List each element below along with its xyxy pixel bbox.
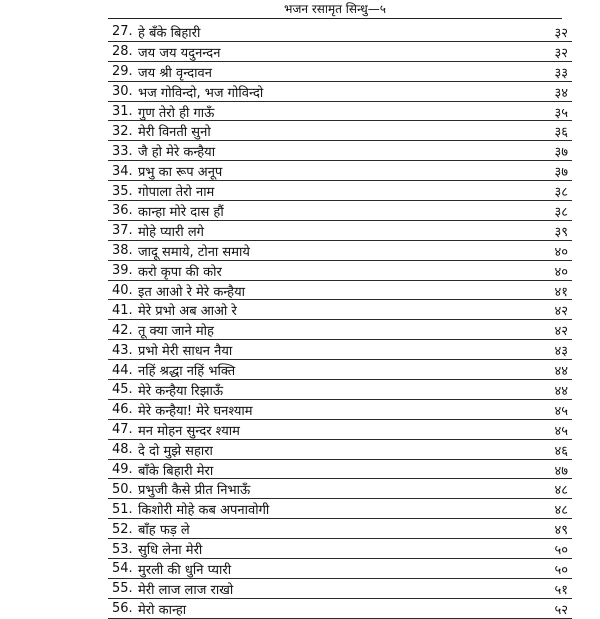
entry-page-number: ४० <box>554 264 568 280</box>
entry-number: 52. <box>112 521 133 537</box>
entry-page-number: ४६ <box>554 443 568 459</box>
entry-page-number: ३४ <box>554 85 568 101</box>
entry-page-number: ४२ <box>554 324 568 340</box>
entry-number: 37. <box>112 223 133 239</box>
entry-number: 29. <box>112 64 133 80</box>
entry-title: मुरली की धुनि प्यारी <box>138 562 232 578</box>
entry-page-number: ३७ <box>554 165 568 181</box>
entry-page-number: ३७ <box>554 145 568 161</box>
toc-row <box>112 62 568 82</box>
entry-page-number: ४७ <box>554 463 568 479</box>
toc-row <box>112 519 568 539</box>
entry-title: गुण तेरो ही गाऊँ <box>138 105 215 121</box>
table-of-contents <box>112 22 568 619</box>
entry-page-number: ४० <box>554 244 568 260</box>
entry-page-number: ३५ <box>554 105 568 121</box>
entry-number: 33. <box>112 143 133 159</box>
entry-number: 42. <box>112 322 133 338</box>
entry-number: 44. <box>112 362 133 378</box>
entry-number: 51. <box>112 501 133 517</box>
entry-number: 47. <box>112 422 133 438</box>
entry-number: 53. <box>112 541 133 557</box>
entry-title: कान्हा मोरे दास हौं <box>138 204 224 220</box>
entry-number: 34. <box>112 163 133 179</box>
toc-row <box>112 539 568 559</box>
entry-title: मेरी विनती सुनो <box>138 125 211 141</box>
entry-title: भज गोविन्दो, भज गोविन्दो <box>138 85 264 101</box>
entry-title: प्रभु का रूप अनूप <box>138 165 223 181</box>
toc-row <box>112 161 568 181</box>
toc-row <box>112 499 568 519</box>
entry-page-number: ३९ <box>554 224 568 240</box>
entry-page-number: ४४ <box>554 383 568 399</box>
entry-title: जय जय यदुनन्दन <box>138 45 221 61</box>
entry-title: बाँके बिहारी मेरा <box>138 463 214 479</box>
entry-page-number: ३२ <box>554 25 568 41</box>
entry-page-number: ४४ <box>554 364 568 380</box>
entry-number: 45. <box>112 382 133 398</box>
entry-title: मेरे प्रभो अब आओ रे <box>138 304 237 320</box>
entry-page-number: ४१ <box>554 284 568 300</box>
toc-row <box>112 479 568 499</box>
toc-row <box>112 579 568 599</box>
entry-number: 38. <box>112 243 133 259</box>
entry-number: 35. <box>112 183 133 199</box>
entry-page-number: ४८ <box>554 503 568 519</box>
entry-number: 27. <box>112 24 133 40</box>
toc-row <box>112 420 568 440</box>
entry-title: मेरे कन्हैया! मेरे घनश्याम <box>138 403 253 419</box>
toc-row <box>112 281 568 301</box>
toc-row <box>112 340 568 360</box>
entry-number: 49. <box>112 462 133 478</box>
toc-row <box>112 82 568 102</box>
entry-title: मोहे प्यारी लगे <box>138 224 204 240</box>
toc-row <box>112 102 568 122</box>
toc-row <box>112 221 568 241</box>
toc-row <box>112 440 568 460</box>
entry-page-number: ३३ <box>554 65 568 81</box>
entry-title: प्रभो मेरी साधन नैया <box>138 344 233 360</box>
entry-page-number: ४३ <box>554 344 568 360</box>
toc-row <box>112 261 568 281</box>
toc-row <box>112 121 568 141</box>
entry-number: 43. <box>112 342 133 358</box>
entry-number: 40. <box>112 283 133 299</box>
entry-number: 31. <box>112 104 133 119</box>
header-title: भजन रसामृत सिन्धु—५ <box>284 2 386 16</box>
entry-page-number: ३८ <box>554 185 568 201</box>
entry-page-number: ५० <box>554 543 568 559</box>
entry-page-number: ५२ <box>554 602 568 618</box>
entry-number: 48. <box>112 442 133 458</box>
toc-row <box>112 380 568 400</box>
entry-title: करो कृपा की कोर <box>138 264 222 280</box>
entry-page-number: ५० <box>554 562 568 578</box>
entry-number: 55. <box>112 581 133 597</box>
entry-number: 56. <box>112 601 133 617</box>
toc-row <box>112 181 568 201</box>
toc-row <box>112 360 568 380</box>
toc-row <box>112 42 568 62</box>
toc-row <box>112 400 568 420</box>
toc-row <box>112 320 568 340</box>
entry-page-number: ४२ <box>554 304 568 320</box>
entry-page-number: ३२ <box>554 45 568 61</box>
toc-row <box>112 201 568 221</box>
toc-row <box>112 460 568 480</box>
entry-page-number: ५१ <box>554 582 568 598</box>
toc-row <box>112 22 568 42</box>
entry-page-number: ४५ <box>554 423 568 439</box>
entry-number: 39. <box>112 263 133 279</box>
entry-title: सुधि लेना मेरी <box>138 543 203 559</box>
entry-title: जय श्री वृन्दावन <box>138 65 212 81</box>
entry-page-number: ३६ <box>554 125 568 141</box>
entry-title: किशोरी मोहे कब अपनावोगी <box>138 503 270 519</box>
entry-title: प्रभुजी कैसे प्रीत निभाऊँ <box>138 483 251 499</box>
entry-number: 50. <box>112 481 133 497</box>
entry-title: दे दो मुझे सहारा <box>138 443 213 459</box>
entry-number: 41. <box>112 302 133 318</box>
toc-row <box>112 241 568 261</box>
entry-page-number: ४५ <box>554 403 568 419</box>
entry-title: हे बँके बिहारी <box>138 25 201 41</box>
entry-number: 36. <box>112 203 133 219</box>
toc-row <box>112 300 568 320</box>
entry-page-number: ४८ <box>554 483 568 499</box>
entry-title: जै हो मेरे कन्हैया <box>138 145 216 161</box>
entry-number: 28. <box>112 44 133 60</box>
entry-title: इत आओ रे मेरे कन्हैया <box>138 284 245 300</box>
entry-number: 46. <box>112 402 133 418</box>
header-rule <box>108 18 562 19</box>
entry-title: नहिं श्रद्धा नहिं भक्ति <box>138 364 236 380</box>
toc-row <box>112 141 568 161</box>
entry-number: 30. <box>112 84 133 100</box>
page-header <box>110 0 560 18</box>
toc-row <box>112 559 568 579</box>
entry-title: मन मोहन सुन्दर श्याम <box>138 423 240 439</box>
entry-page-number: ३८ <box>554 204 568 220</box>
entry-number: 54. <box>112 561 133 577</box>
toc-row <box>112 599 568 619</box>
entry-title: गोपाला तेरो नाम <box>138 185 215 201</box>
entry-title: मेरी लाज लाज राखो <box>138 582 234 598</box>
entry-title: मेरो कान्हा <box>138 602 187 618</box>
entry-number: 32. <box>112 123 133 139</box>
entry-page-number: ४९ <box>554 523 568 539</box>
entry-title: तू क्या जाने मोह <box>138 324 214 340</box>
entry-title: जादू समाये, टोना समाये <box>138 244 250 260</box>
entry-title: बाँह फड़ ले <box>138 523 190 539</box>
entry-title: मेरे कन्हैया रिझाऊँ <box>138 383 224 399</box>
